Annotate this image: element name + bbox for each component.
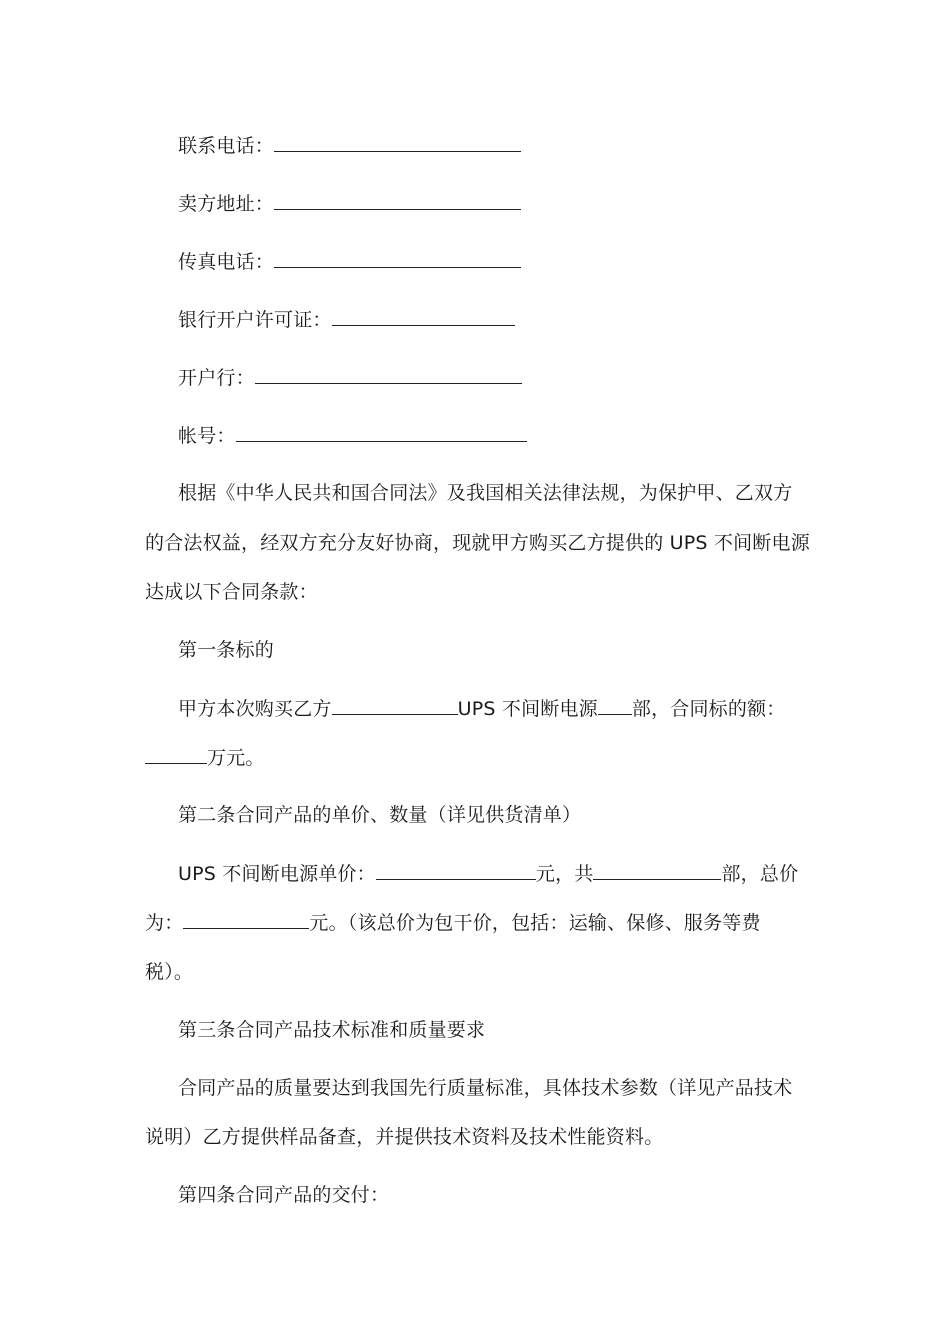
intro-line-1: 根据《中华人民共和国合同法》及我国相关法律法规，为保护甲、乙双方 (178, 482, 793, 504)
fill-blank[interactable] (332, 696, 458, 715)
article-1-line-1: 甲方本次购买乙方 UPS 不间断电源 部，合同标的额： (178, 698, 786, 720)
field-label: 传真电话： (178, 251, 275, 273)
field-fax (178, 249, 521, 274)
fill-blank[interactable] (332, 307, 515, 326)
field-account (178, 423, 527, 448)
field-label: 联系电话： (178, 135, 275, 157)
article-2-line-3: 税）。 (145, 961, 194, 983)
fill-blank[interactable] (593, 861, 721, 880)
intro-line-2: 的合法权益，经双方充分友好协商，现就甲方购买乙方提供的 UPS 不间断电源 (145, 532, 810, 554)
field-label: 开户行： (178, 367, 255, 389)
fill-blank[interactable] (598, 696, 632, 715)
article-2-line-2: 为： 元。（该总价为包干价，包括：运输、保修、服务等费 (145, 912, 761, 934)
fill-blank[interactable] (255, 365, 522, 384)
field-label: 银行开户许可证： (178, 309, 332, 331)
field-label: 帐号： (178, 425, 236, 447)
article-1-line-2: 万元。 (145, 745, 807, 770)
intro-line-3: 达成以下合同条款： (145, 581, 318, 603)
article-1-title: 第一条标的 (178, 639, 275, 661)
fill-blank[interactable] (145, 745, 207, 764)
fill-blank[interactable] (274, 249, 521, 268)
field-seller-address (178, 191, 521, 216)
field-label: 卖方地址： (178, 193, 275, 215)
article-3-line-1: 合同产品的质量要达到我国先行质量标准，具体技术参数（详见产品技术 (178, 1077, 793, 1099)
fill-blank[interactable] (236, 423, 527, 442)
fill-blank[interactable] (183, 910, 309, 929)
article-2-line-1: UPS 不间断电源单价： 元，共 部，总价 (178, 863, 799, 885)
field-contact-phone (178, 133, 521, 158)
fill-blank[interactable] (376, 861, 536, 880)
fill-blank[interactable] (274, 133, 521, 152)
article-4-title: 第四条合同产品的交付： (178, 1184, 390, 1206)
field-bank-permit (178, 307, 515, 332)
fill-blank[interactable] (274, 191, 521, 210)
article-3-line-2: 说明）乙方提供样品备查，并提供技术资料及技术性能资料。 (145, 1126, 664, 1148)
field-bank (178, 365, 522, 390)
article-3-title: 第三条合同产品技术标准和质量要求 (178, 1019, 486, 1041)
article-2-title: 第二条合同产品的单价、数量（详见供货清单） (178, 804, 582, 826)
